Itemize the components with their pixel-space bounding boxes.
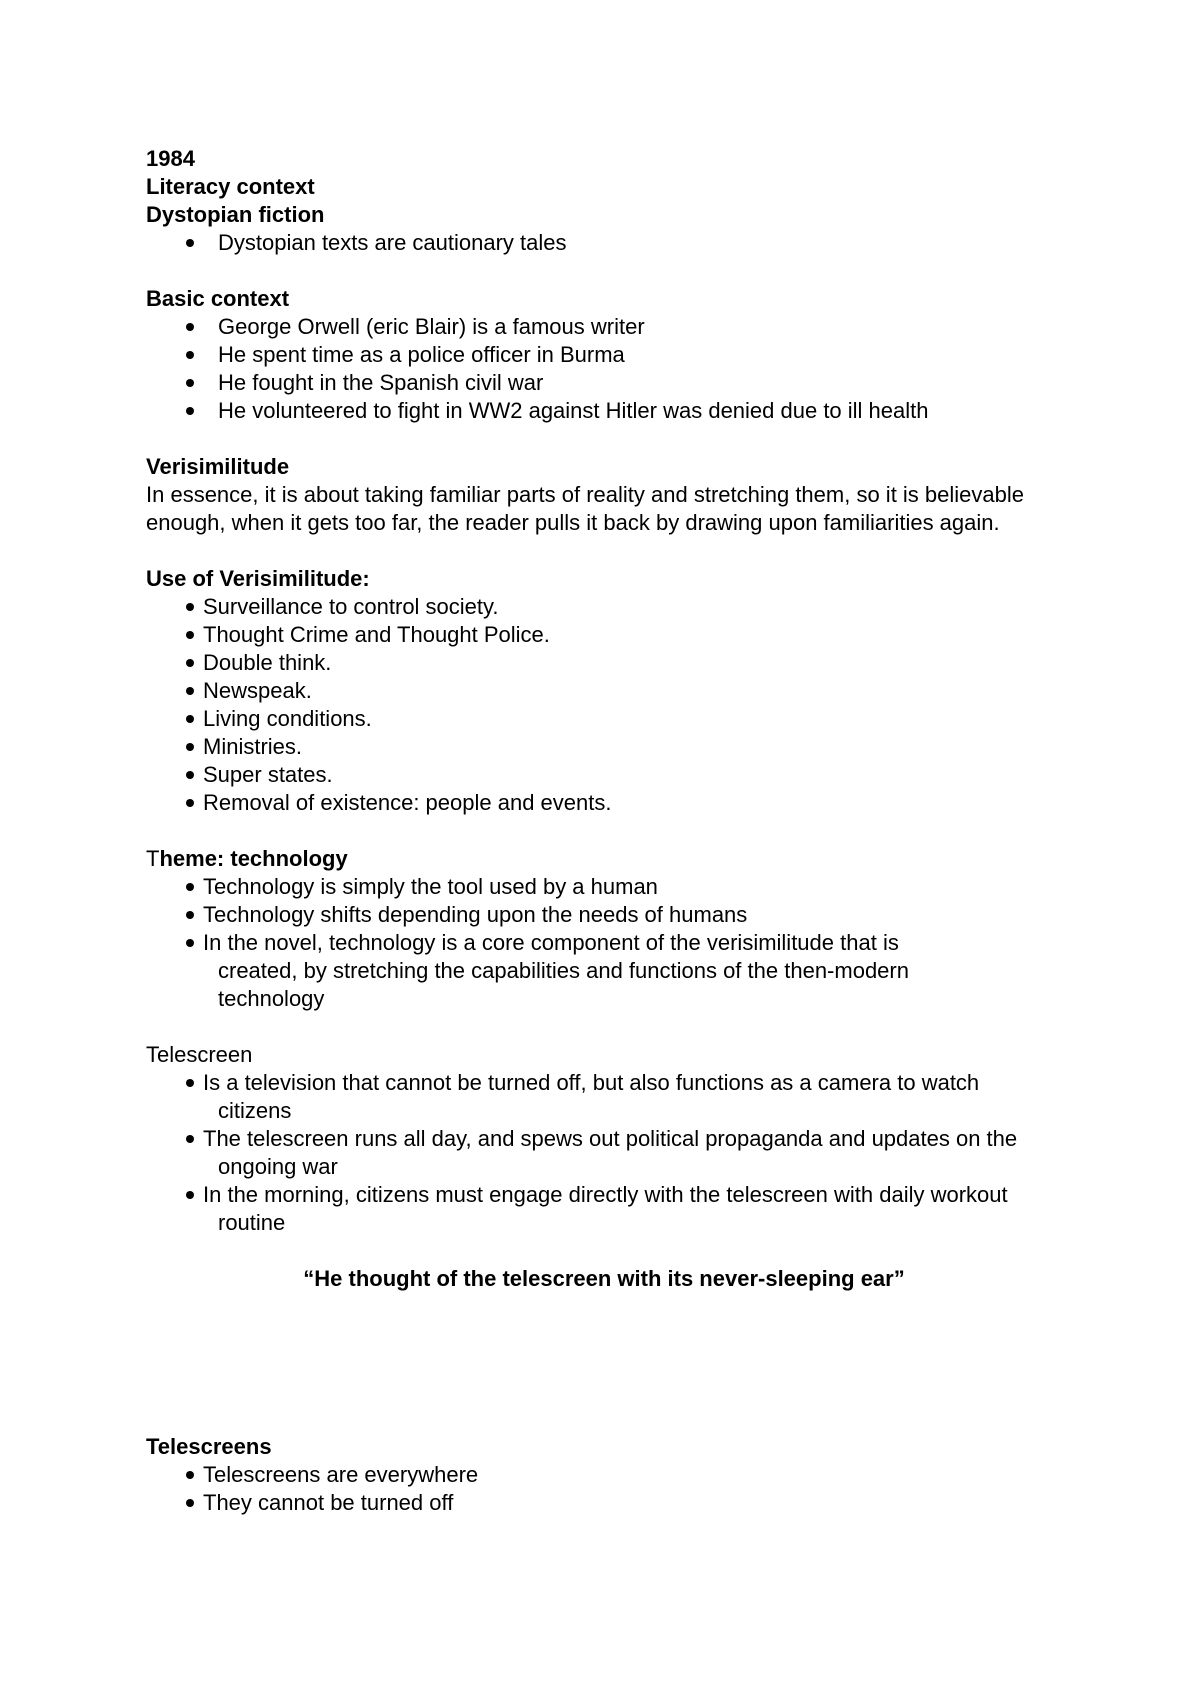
section-heading-dystopian: Dystopian fiction — [146, 202, 325, 227]
document-title: 1984 — [146, 146, 195, 171]
list-dystopian — [146, 229, 1066, 257]
theme-heading-rest: heme: technology — [159, 846, 348, 871]
list-telescreen — [146, 1069, 1066, 1237]
list-use-of-verisimilitude — [146, 593, 1066, 817]
verisimilitude-paragraph: In essence, it is about taking familiar parts of reality and stretching them, so it is believable enough, when it gets too far, the reader pulls it back by drawing upon familiarities again. — [146, 482, 1024, 535]
list-item: Technology shifts depending upon the needs of humans — [146, 901, 1026, 929]
list-basic-context — [146, 313, 1066, 425]
list-item: They cannot be turned off — [146, 1489, 1066, 1517]
list-item: Telescreens are everywhere — [146, 1461, 1066, 1489]
list-item: He spent time as a police officer in Burma — [146, 341, 1066, 369]
section-heading-telescreens: Telescreens — [146, 1434, 272, 1459]
list-theme-technology — [146, 873, 1026, 1013]
section-heading-basic-context: Basic context — [146, 286, 290, 311]
list-item: Thought Crime and Thought Police. — [146, 621, 1066, 649]
document-page — [146, 145, 1066, 1517]
list-item: Dystopian texts are cautionary tales — [146, 229, 1066, 257]
section-heading-use-of-verisimilitude: Use of Verisimilitude: — [146, 566, 370, 591]
list-item: Newspeak. — [146, 677, 1066, 705]
list-telescreens — [146, 1461, 1066, 1517]
list-item: In the novel, technology is a core component of the verisimilitude that is created, by stretching the capabilities and functions of the then-modern technology — [146, 929, 973, 1013]
list-item: Ministries. — [146, 733, 1066, 761]
list-item: The telescreen runs all day, and spews out political propaganda and updates on the ongoing war — [146, 1125, 1028, 1181]
list-item: Surveillance to control society. — [146, 593, 1066, 621]
section-heading-telescreen: Telescreen — [146, 1042, 253, 1067]
section-heading-verisimilitude: Verisimilitude — [146, 454, 290, 479]
list-item: Technology is simply the tool used by a human — [146, 873, 1026, 901]
list-item: George Orwell (eric Blair) is a famous writer — [146, 313, 1066, 341]
list-item: Double think. — [146, 649, 1066, 677]
list-item: In the morning, citizens must engage directly with the telescreen with daily workout routine — [146, 1181, 1008, 1237]
list-item: He fought in the Spanish civil war — [146, 369, 1066, 397]
document-subtitle: Literacy context — [146, 174, 315, 199]
list-item: Is a television that cannot be turned off, but also functions as a camera to watch citizens — [146, 1069, 993, 1125]
list-item: Super states. — [146, 761, 1066, 789]
list-item: Living conditions. — [146, 705, 1066, 733]
theme-heading-prefix: T — [146, 846, 160, 871]
telescreen-quote: “He thought of the telescreen with its never-sleeping ear” — [303, 1266, 905, 1291]
list-item: Removal of existence: people and events. — [146, 789, 1066, 817]
section-heading-theme-technology — [146, 845, 1066, 873]
list-item: He volunteered to fight in WW2 against Hitler was denied due to ill health — [146, 397, 1066, 425]
